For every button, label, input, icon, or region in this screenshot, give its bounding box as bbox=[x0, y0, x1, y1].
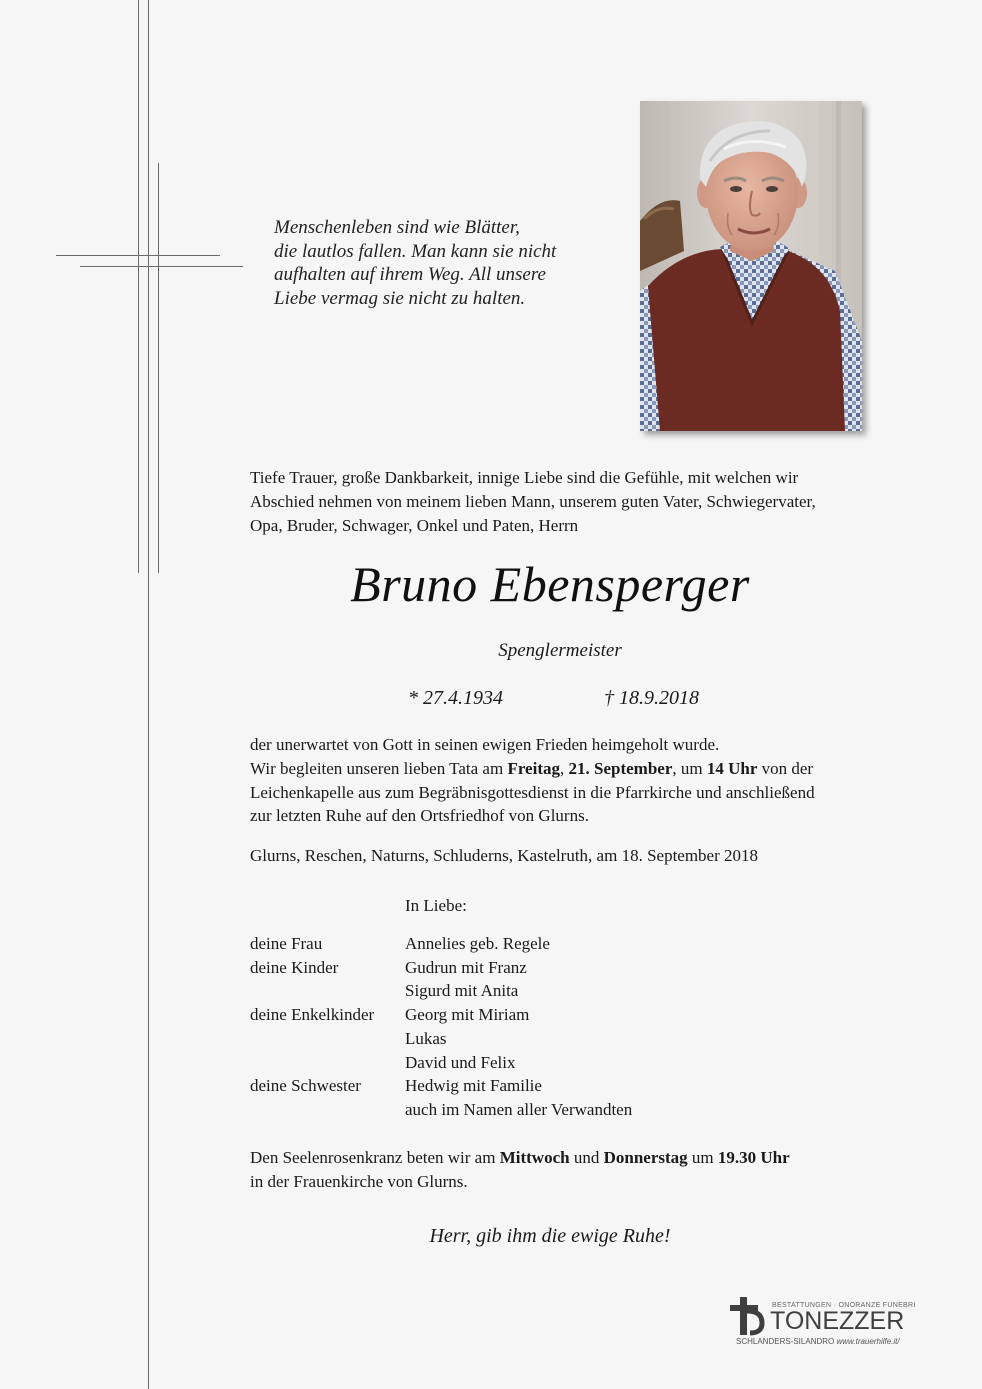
intro-text bbox=[250, 466, 890, 537]
text-span: und bbox=[569, 1148, 604, 1167]
mourner-row bbox=[250, 932, 890, 956]
logo-city: SCHLANDERS-SILANDRO bbox=[736, 1337, 835, 1346]
mourner-row bbox=[250, 1003, 890, 1027]
text-span: , um bbox=[672, 758, 707, 778]
cross-vertical-line bbox=[158, 163, 159, 573]
rosary-line: in der Frauenkirche von Glurns. bbox=[250, 1172, 468, 1191]
funeral-time: 14 Uhr bbox=[706, 758, 758, 778]
announcement-line: Leichenkapelle aus zum Begräbnisgottesdienst in die Pfarrkirche und anschließend bbox=[250, 782, 815, 802]
mourner-relation: deine Frau bbox=[250, 934, 323, 953]
text-span: Den Seelenrosenkranz beten wir am bbox=[250, 1148, 500, 1167]
mourner-relation: deine Schwester bbox=[250, 1076, 361, 1096]
deceased-profession: Spenglermeister bbox=[498, 640, 622, 661]
text-span: , bbox=[560, 758, 569, 778]
portrait-illustration bbox=[640, 101, 862, 431]
announcement-line bbox=[250, 757, 890, 781]
logo-name: TONEZZER bbox=[770, 1307, 905, 1335]
logo-footer bbox=[736, 1337, 900, 1346]
cross-vertical-line bbox=[148, 0, 149, 1389]
cross-vertical-line bbox=[138, 0, 139, 573]
rosary-time: 19.30 Uhr bbox=[717, 1148, 790, 1167]
mourner-names: Hedwig mit Familie bbox=[405, 1076, 542, 1096]
mourner-relation bbox=[250, 1098, 405, 1122]
intro-line: Tiefe Trauer, große Dankbarkeit, innige Liebe sind die Gefühle, mit welchen wir bbox=[250, 468, 799, 487]
mourner-row bbox=[250, 979, 890, 1003]
announcement-line: zur letzten Ruhe auf den Ortsfriedhof von Glurns. bbox=[250, 806, 589, 826]
funeral-date: 21. September bbox=[568, 758, 673, 778]
tonezzer-logo-icon bbox=[728, 1295, 770, 1337]
mourner-row bbox=[250, 1051, 890, 1075]
logo-tagline: BESTATTUNGEN · ONORANZE FUNEBRI bbox=[772, 1302, 916, 1309]
cross-horizontal-line bbox=[56, 255, 220, 256]
rosary-day: Donnerstag bbox=[603, 1148, 688, 1167]
mourner-names: Sigurd mit Anita bbox=[405, 981, 519, 1001]
rosary-day: Mittwoch bbox=[499, 1148, 570, 1167]
place-and-date: Glurns, Reschen, Naturns, Schluderns, Kastelruth, am 18. September 2018 bbox=[250, 846, 759, 865]
quote-line: aufhalten auf ihrem Weg. All unsere bbox=[274, 264, 546, 286]
rosary-notice bbox=[250, 1146, 890, 1194]
announcement-line: der unerwartet von Gott in seinen ewigen Frieden heimgeholt wurde. bbox=[250, 735, 720, 754]
birth-date: * 27.4.1934 bbox=[408, 687, 503, 709]
rosary-line bbox=[250, 1146, 890, 1170]
mourner-relation bbox=[250, 979, 405, 1003]
mourner-relation bbox=[250, 1027, 405, 1051]
quote-line: Menschenleben sind wie Blätter, bbox=[274, 217, 520, 238]
death-date: † 18.9.2018 bbox=[604, 687, 699, 709]
quote-line: die lautlos fallen. Man kann sie nicht bbox=[274, 240, 557, 262]
mourner-names: Georg mit Miriam bbox=[405, 1005, 530, 1025]
mourner-relation: deine Kinder bbox=[250, 957, 339, 977]
mourner-names: Gudrun mit Franz bbox=[405, 957, 527, 977]
cross-horizontal-line bbox=[80, 266, 243, 267]
text-span: Wir begleiten unseren lieben Tata am bbox=[250, 758, 508, 778]
text-span: um bbox=[687, 1148, 718, 1167]
mourner-row bbox=[250, 1074, 890, 1098]
quote-line: Liebe vermag sie nicht zu halten. bbox=[274, 287, 526, 309]
funeral-announcement bbox=[250, 733, 890, 828]
mourner-relation: deine Enkelkinder bbox=[250, 1005, 375, 1025]
mourners-list bbox=[250, 932, 890, 1122]
mourner-names: David und Felix bbox=[405, 1052, 516, 1072]
mourner-names: Annelies geb. Regele bbox=[405, 934, 550, 953]
deceased-name: Bruno Ebensperger bbox=[350, 556, 750, 612]
mourners-heading: In Liebe: bbox=[405, 896, 467, 915]
funeral-home-logo bbox=[728, 1295, 916, 1355]
intro-line: Abschied nehmen von meinem lieben Mann, unserem guten Vater, Schwiegervater, bbox=[250, 491, 816, 511]
funeral-day: Freitag bbox=[507, 758, 560, 778]
memorial-quote bbox=[274, 216, 614, 310]
portrait-photo bbox=[640, 101, 862, 431]
mourner-row bbox=[250, 1027, 890, 1051]
mourner-row bbox=[250, 1098, 890, 1122]
closing-prayer: Herr, gib ihm die ewige Ruhe! bbox=[429, 1225, 671, 1247]
intro-line: Opa, Bruder, Schwager, Onkel und Paten, Herrn bbox=[250, 515, 579, 535]
mourner-names: Lukas bbox=[405, 1028, 447, 1048]
mourner-names: auch im Namen aller Verwandten bbox=[405, 1099, 633, 1119]
mourner-relation bbox=[250, 1051, 405, 1075]
mourner-row bbox=[250, 956, 890, 980]
logo-url: www.trauerhilfe.it/ bbox=[836, 1337, 900, 1346]
text-span: von der bbox=[757, 758, 814, 778]
